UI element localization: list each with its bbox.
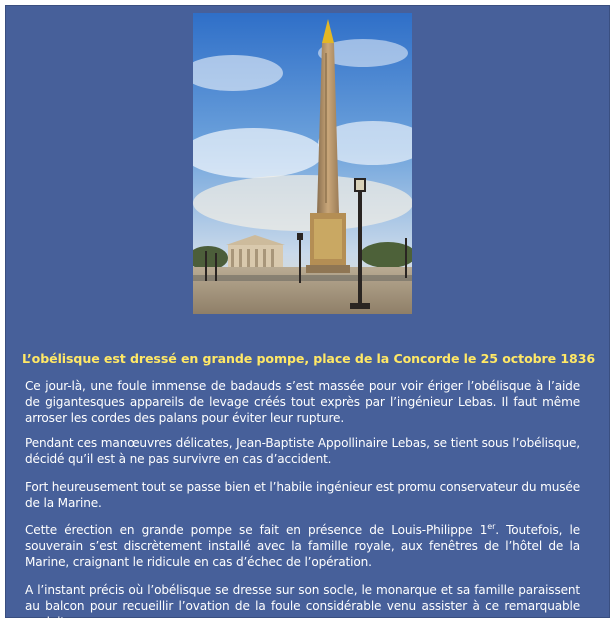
paragraph-4-end: . Toutefois, le souverain s’est discrètement installé avec la famille royale, aux fenêtres de l’hôtel de la Marine, craignant le ridicule en cas d’échec de l’opération. bbox=[25, 523, 580, 569]
paragraph-1: Ce jour-là, une foule immense de badauds s’est massée pour voir ériger l’obélisque à l’aide de gigantesques appareils de levage créés tout exprès par l’ingénieur Lebas. Il faut même arroser les cordes des palans pour éviter leur rupture. bbox=[25, 379, 580, 425]
article-panel bbox=[5, 5, 610, 629]
paragraph-2: Pendant ces manœuvres délicates, Jean-Baptiste Appollinaire Lebas, se tient sous l’obélisque, décidé qu’il est à ne pas survivre en cas d’accident. bbox=[25, 436, 580, 466]
paragraph-3: Fort heureusement tout se passe bien et l’habile ingénieur est promu conservateur du musée de la Marine. bbox=[25, 480, 580, 510]
obelisk-photo bbox=[193, 13, 412, 314]
paragraph-4-start: Cette érection en grande pompe se fait en présence de Louis-Philippe 1 bbox=[25, 523, 488, 537]
paragraph-5: A l’instant précis où l’obélisque se dresse sur son socle, le monarque et sa famille paraissent au balcon pour recueillir l’ovation de la foule considérable venu assister à ce remarquable exploit. bbox=[25, 583, 580, 629]
obelisk-photo-illustration bbox=[193, 13, 412, 314]
article-title: L’obélisque est dressé en grande pompe, place de la Concorde le 25 octobre 1836 bbox=[21, 351, 596, 366]
paragraph-4-superscript: er bbox=[487, 521, 496, 531]
paragraph-4 bbox=[25, 522, 580, 570]
